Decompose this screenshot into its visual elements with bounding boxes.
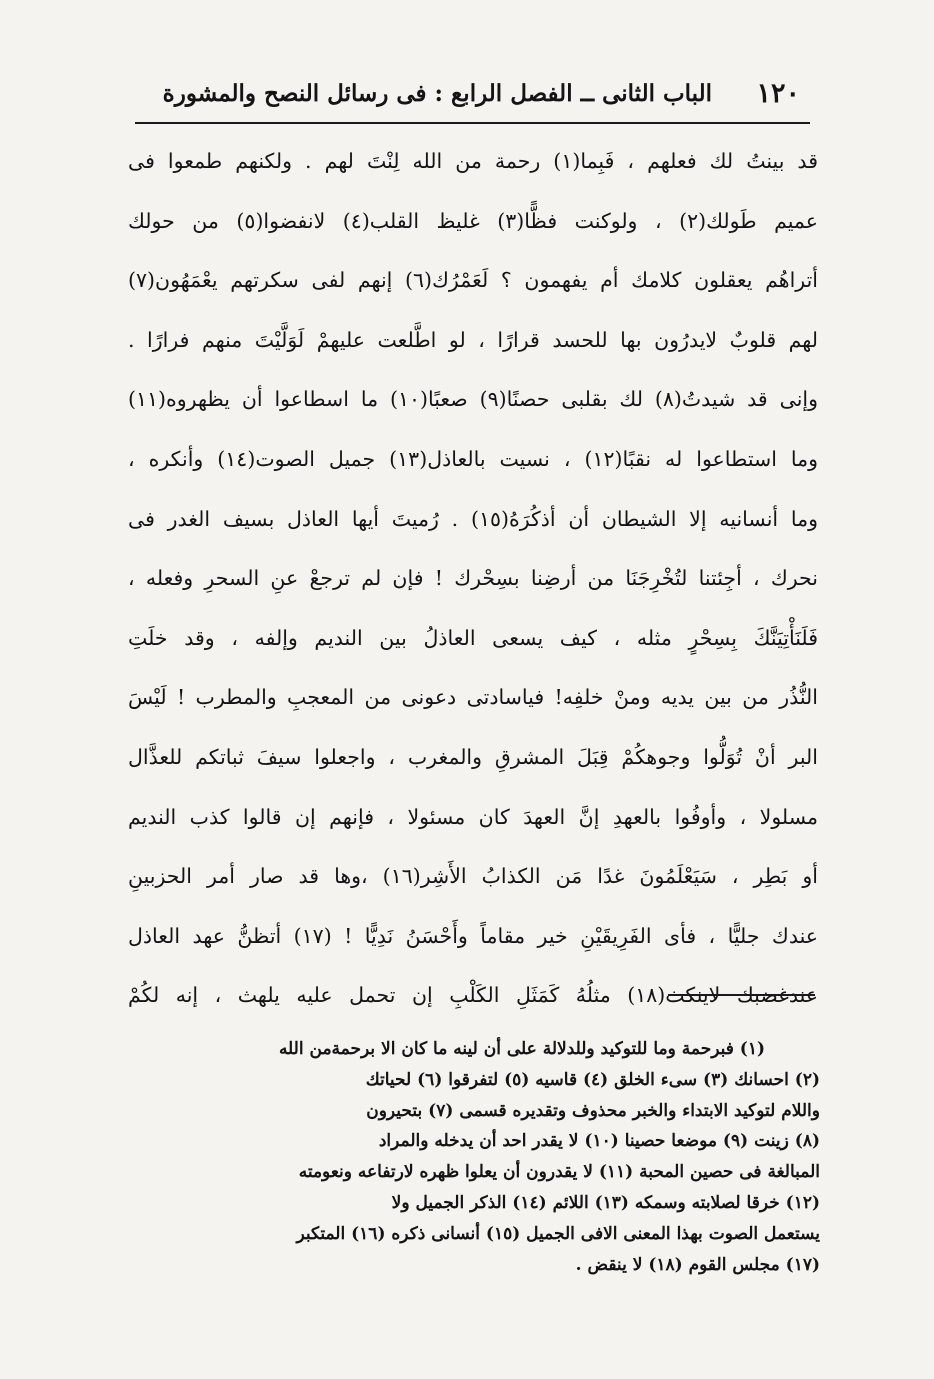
footnotes: [142, 1034, 820, 1280]
body-line: قد بينتُ لك فعلهم ، فَبِما(١) رحمة من الله لِنْتَ لهم . ولكنهم طمعوا فى: [128, 149, 818, 173]
body-line: وإنى قد شيدتُ(٨) لك بقلبى حصنًا(٩) صعبًا(١٠) ما اسطاعوا أن يظهروه(١١): [128, 387, 818, 412]
page-header: [150, 74, 800, 118]
footnote-rule: [668, 994, 815, 996]
footnote-line: المبالغة فى حصين المحبة (١١) لا يقدرون أن يعلوا ظهره لارتفاعه ونعومته: [298, 1162, 820, 1183]
body-line: فَلَنَأْتِيَنَّكَ بِسِحْرٍ مثله ، كيف يسعى العاذلُ بين النديم وإلفه ، وقد خلَتِ: [128, 625, 818, 650]
header-rule: [135, 122, 810, 124]
running-title: الباب الثانى ــ الفصل الرابع : فى رسائل النصح والمشورة: [162, 80, 712, 107]
body-line: نحرك ، أجِئتنا لتُخْرِجَنَا من أرضِنا بسِحْرك ! فإن لم ترجعْ عنِ السحرِ وفعله ،: [128, 566, 818, 591]
body-line: وما استطاعوا له نقبًا(١٢) ، نسيت بالعاذل(١٣) جميل الصوت(١٤) وأنكره ،: [128, 446, 818, 471]
body-line: البر أنْ تُوَلُّوا وجوهكُمْ قِبَلَ المشرقِ والمغرب ، واجعلوا سيفَ ثباتكم للعذَّال: [128, 744, 818, 769]
body-line: النُّذُر من بين يديه ومنْ خلفِه! فياسادتى دعونى من المعجبِ والمطرب ! لَيْسَ: [128, 685, 818, 710]
footnote-line: (١٧) مجلس القوم (١٨) لا ينقض .: [575, 1254, 820, 1275]
footnote-line: (١) فبرحمة وما للتوكيد وللدلالة على أن لينه ما كان الا برحمةمن الله: [278, 1039, 765, 1059]
page-number: ١٢٠: [756, 78, 800, 109]
footnote-line: واللام لتوكيد الابتداء والخبر محذوف وتقديره قسمى (٧) بتحيرون: [366, 1100, 820, 1121]
body-line: عندك جليًّا ، فأى الفَرِيقَيْنِ خير مقاماً وأَحْسَنُ نَدِيًّا ! (١٧) أتظنُّ عهد العاذل: [128, 923, 818, 948]
body-line: عندغضبك لاينكث(١٨) مثلُهُ كَمَثَلِ الكَلْبِ إن تحمل عليه يلهث ، إنه لكُمْ: [128, 983, 818, 1008]
footnote-line: (٢) احسانك (٣) سىء الخلق (٤) قاسيه (٥) لتفرقوا (٦) لحياتك: [365, 1069, 820, 1090]
body-line: لهم قلوبٌ لايدرُون بها للحسد قرارًا ، لو اطَّلعت عليهمْ لَوَلَّيْتَ منهم فرارًا .: [128, 327, 818, 352]
footnote-line: (٨) زينت (٩) موضعا حصينا (١٠) لا يقدر احد أن يدخله والمراد: [378, 1131, 820, 1152]
body-text: [128, 132, 818, 1026]
footnote-line: (١٢) خرقا لصلابته وسمكه (١٣) اللائم (١٤) الذكر الجميل ولا: [391, 1192, 820, 1213]
body-line: أتراهُم يعقلون كلامك أم يفهمون ؟ لَعَمْرُك(٦) إنهم لفى سكرتهم يعْمَهُون(٧): [128, 268, 818, 293]
body-line: أو بَطِر ، سَيَعْلَمُونَ غدًا مَن الكذابُ الأَشِر(١٦) ،وها قد صار أمر الحزبينِ: [128, 864, 818, 889]
body-line: وما أنسانيه إلا الشيطان أن أذكُرَهُ(١٥) . رُميتَ أيها العاذل بسيف الغدر فى: [128, 506, 818, 531]
body-line: عميم طَولك(٢) ، ولوكنت فظًّا(٣) غليظ القلب(٤) لانفضوا(٥) من حولك: [128, 208, 818, 233]
footnote-line: يستعمل الصوت بهذا المعنى الافى الجميل (١٥) أنسانى ذكره (١٦) المتكبر: [296, 1223, 820, 1244]
body-line: مسلولا ، وأوفُوا بالعهدِ إنَّ العهدَ كان مسئولا ، فإنهم إن قالوا كذب النديم: [128, 804, 818, 829]
